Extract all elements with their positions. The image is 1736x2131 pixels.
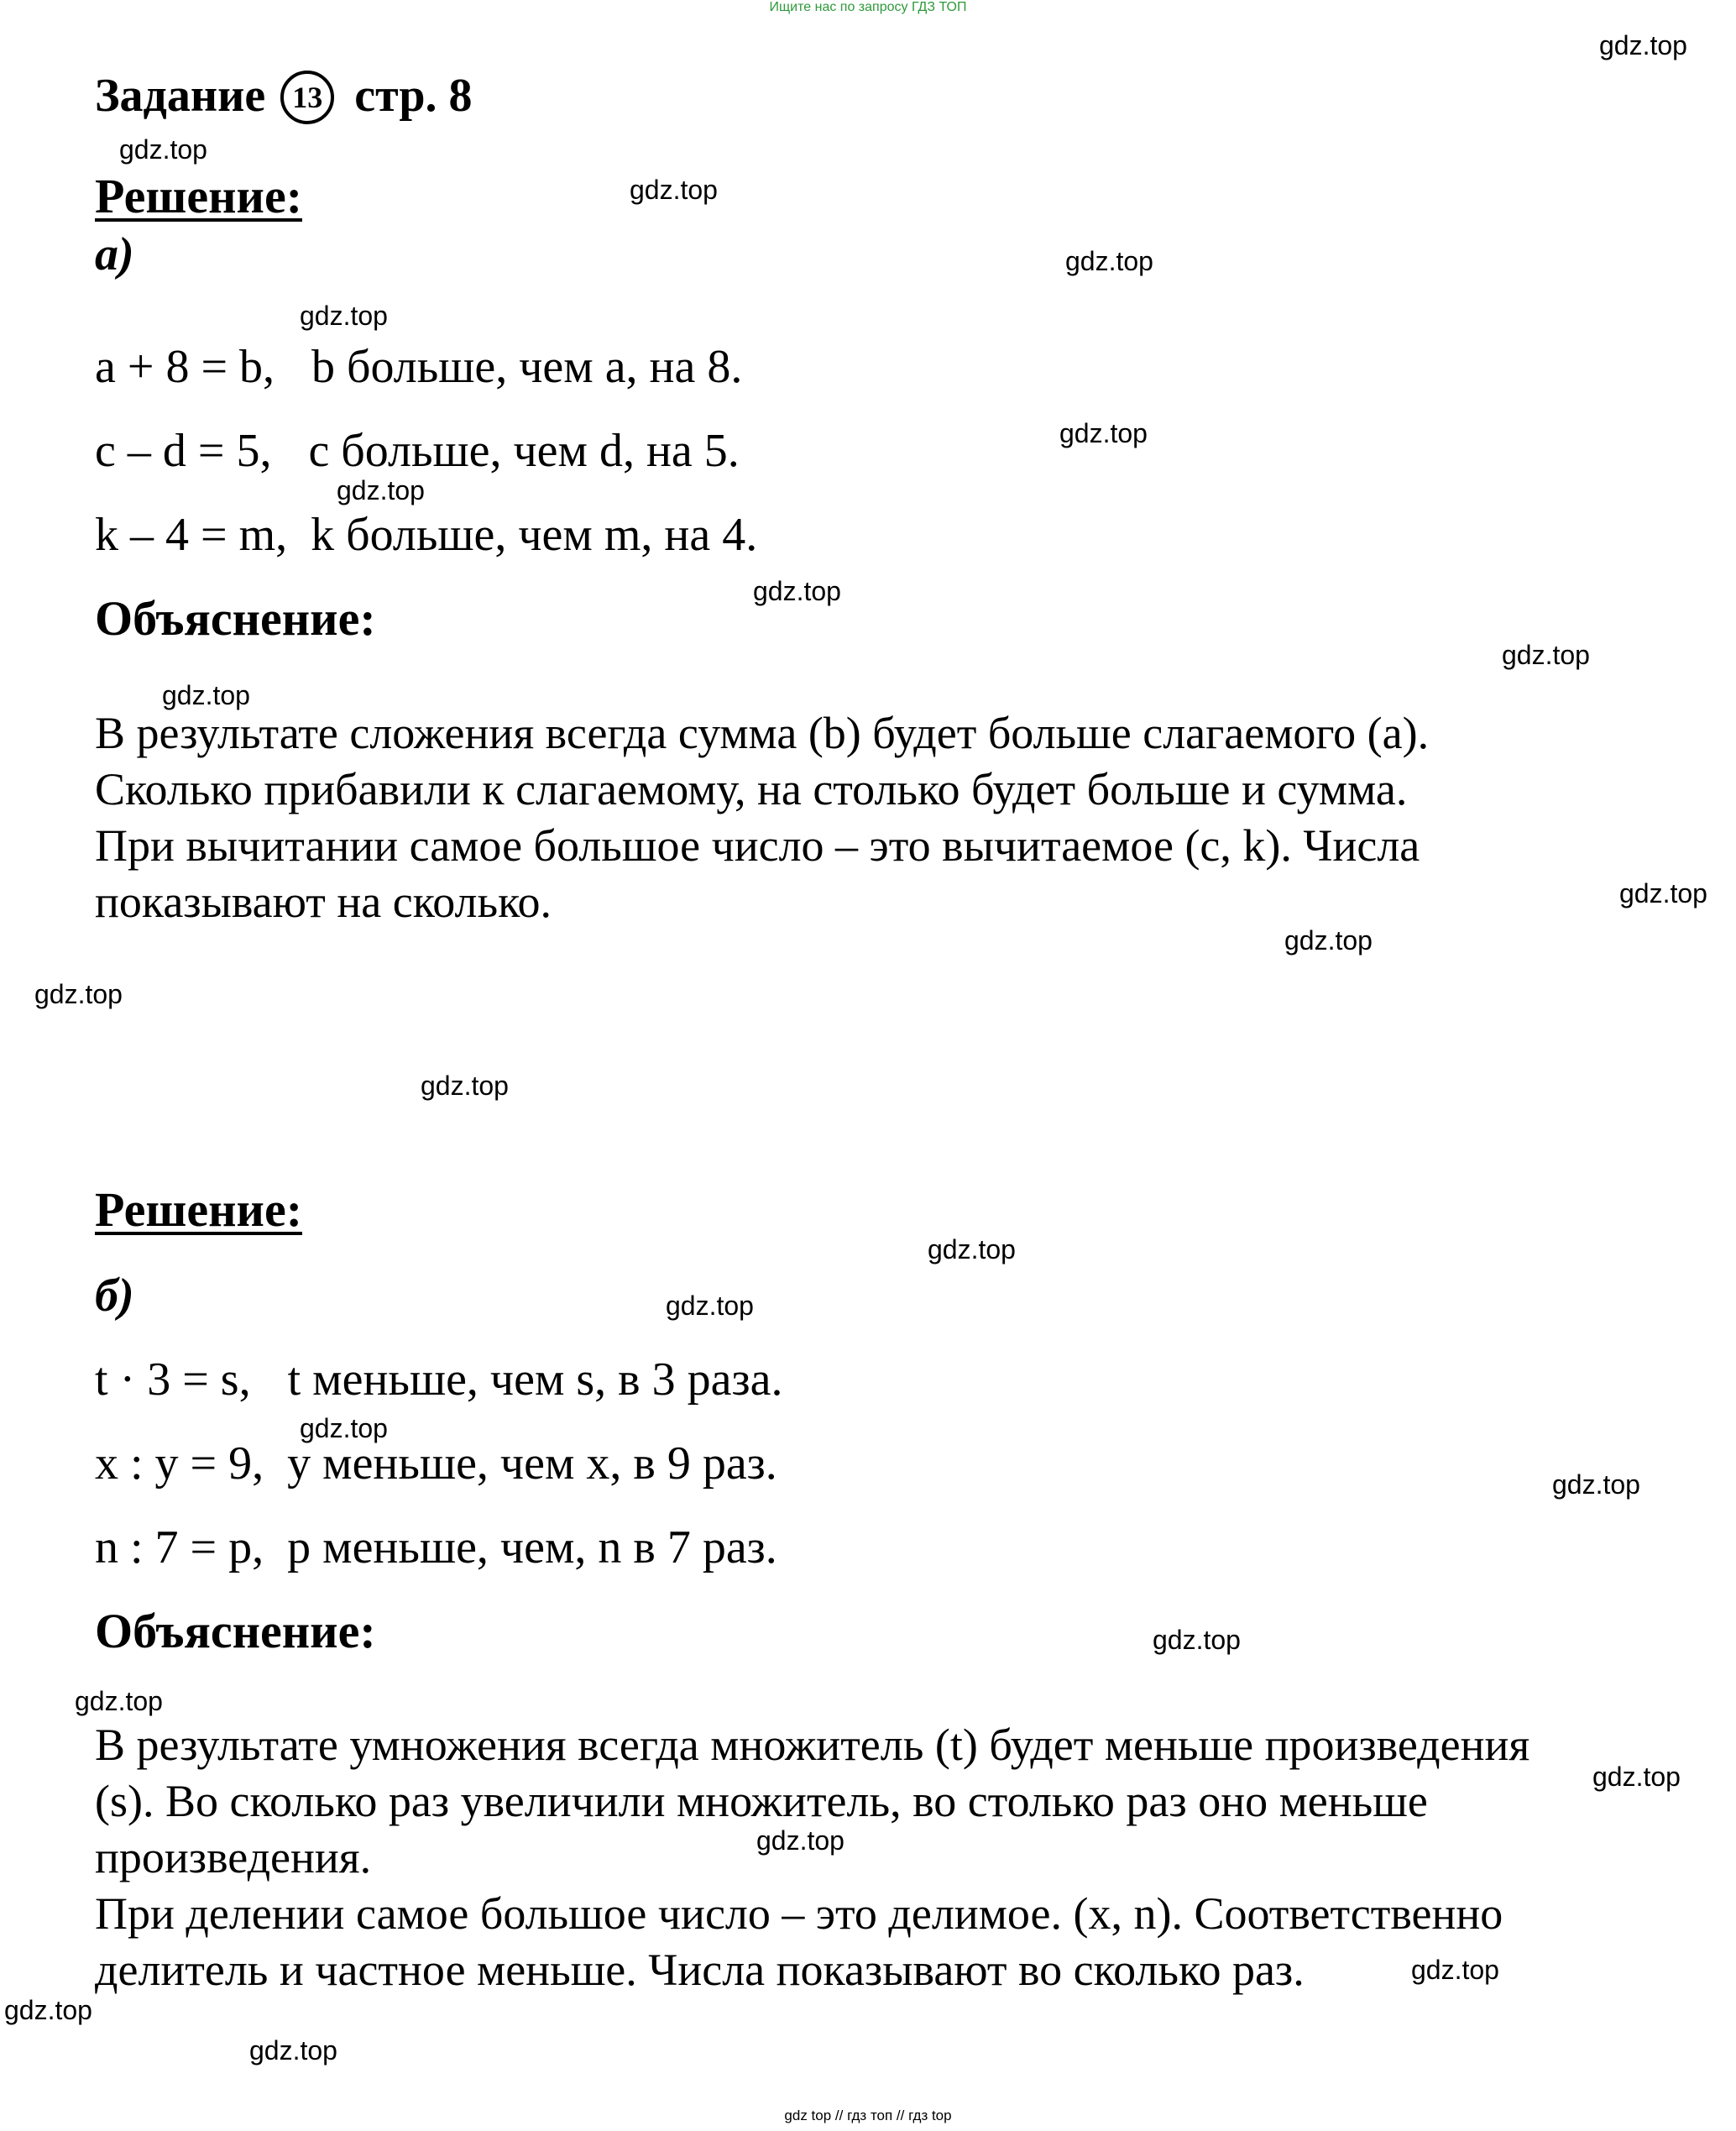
watermark: gdz.top — [753, 576, 841, 606]
equation-text: y меньше, чем x, в 9 раз. — [287, 1437, 777, 1490]
equation-text: c больше, чем d, на 5. — [308, 425, 740, 477]
equation-row-b3 — [95, 1518, 777, 1577]
explanation-line-b3: произведения. — [95, 1832, 372, 1882]
watermark: gdz.top — [1502, 640, 1590, 670]
top-banner: Ищите нас по запросу ГДЗ ТОП — [769, 0, 967, 14]
task-number-circle: 13 — [280, 71, 334, 124]
watermark: gdz.top — [300, 301, 388, 331]
explanation-line-a3: При вычитании самое большое число – это вычитаемое (c, k). Числа — [95, 820, 1420, 871]
watermark: gdz.top — [1065, 246, 1153, 276]
equation-text: p меньше, чем, n в 7 раз. — [287, 1521, 777, 1573]
explanation-line-b2: (s). Во сколько раз увеличили множитель, во столько раз оно меньше — [95, 1776, 1428, 1826]
page-title — [95, 65, 472, 126]
title-suffix: стр. 8 — [354, 70, 473, 122]
equation-row-b1 — [95, 1350, 782, 1409]
watermark: gdz.top — [34, 979, 123, 1009]
solution-heading-b: Решение: — [95, 1182, 303, 1237]
equation-row-a2 — [95, 421, 740, 480]
equation-text: b больше, чем a, на 8. — [311, 341, 743, 393]
watermark: gdz.top — [1552, 1469, 1640, 1500]
equation: x : y = 9, — [95, 1437, 264, 1490]
watermark: gdz.top — [928, 1234, 1016, 1264]
watermark: gdz.top — [1599, 30, 1687, 60]
watermark: gdz.top — [4, 1995, 92, 2025]
solution-heading-a: Решение: — [95, 169, 303, 223]
explanation-line-a1: В результате сложения всегда сумма (b) будет больше слагаемого (a). — [95, 708, 1430, 758]
watermark: gdz.top — [756, 1825, 844, 1856]
watermark: gdz.top — [421, 1071, 509, 1101]
watermark: gdz.top — [249, 2035, 337, 2066]
explanation-heading-a: Объяснение: — [95, 591, 376, 646]
explanation-line-b5: делитель и частное меньше. Числа показывают во сколько раз. — [95, 1945, 1305, 1995]
equation-text: t меньше, чем s, в 3 раза. — [287, 1353, 783, 1406]
equation: n : 7 = p, — [95, 1521, 264, 1573]
watermark: gdz.top — [337, 475, 425, 505]
explanation-line-a2: Сколько прибавили к слагаемому, на столько будет больше и сумма. — [95, 764, 1408, 814]
equation-row-b2 — [95, 1434, 777, 1493]
watermark: gdz.top — [666, 1291, 754, 1321]
explanation-heading-b: Объяснение: — [95, 1604, 376, 1658]
watermark: gdz.top — [1411, 1955, 1499, 1985]
watermark: gdz.top — [1059, 418, 1148, 448]
part-label-b: б) — [95, 1270, 134, 1322]
equation: c – d = 5, — [95, 425, 272, 477]
equation-row-a3 — [95, 505, 757, 564]
watermark: gdz.top — [1619, 878, 1707, 908]
equation-row-a1 — [95, 338, 742, 396]
watermark: gdz.top — [1592, 1762, 1681, 1792]
watermark: gdz.top — [630, 175, 718, 205]
footer-watermark: gdz top // гдз топ // гдз top — [784, 2107, 952, 2123]
watermark: gdz.top — [75, 1686, 163, 1716]
watermark: gdz.top — [162, 680, 250, 710]
equation: t · 3 = s, — [95, 1353, 251, 1406]
title-prefix: Задание — [95, 70, 266, 122]
watermark: gdz.top — [1284, 925, 1373, 956]
explanation-line-a4: показывают на сколько. — [95, 877, 552, 927]
equation-text: k больше, чем m, на 4. — [311, 509, 758, 561]
explanation-line-b4: При делении самое большое число – это делимое. (x, n). Соответственно — [95, 1888, 1503, 1939]
watermark: gdz.top — [119, 134, 207, 165]
equation: k – 4 = m, — [95, 509, 288, 561]
equation: a + 8 = b, — [95, 341, 275, 393]
watermark: gdz.top — [1153, 1625, 1241, 1655]
explanation-line-b1: В результате умножения всегда множитель (t) будет меньше произведения — [95, 1720, 1530, 1770]
part-label-a: а) — [95, 228, 134, 280]
watermark: gdz.top — [300, 1413, 388, 1443]
